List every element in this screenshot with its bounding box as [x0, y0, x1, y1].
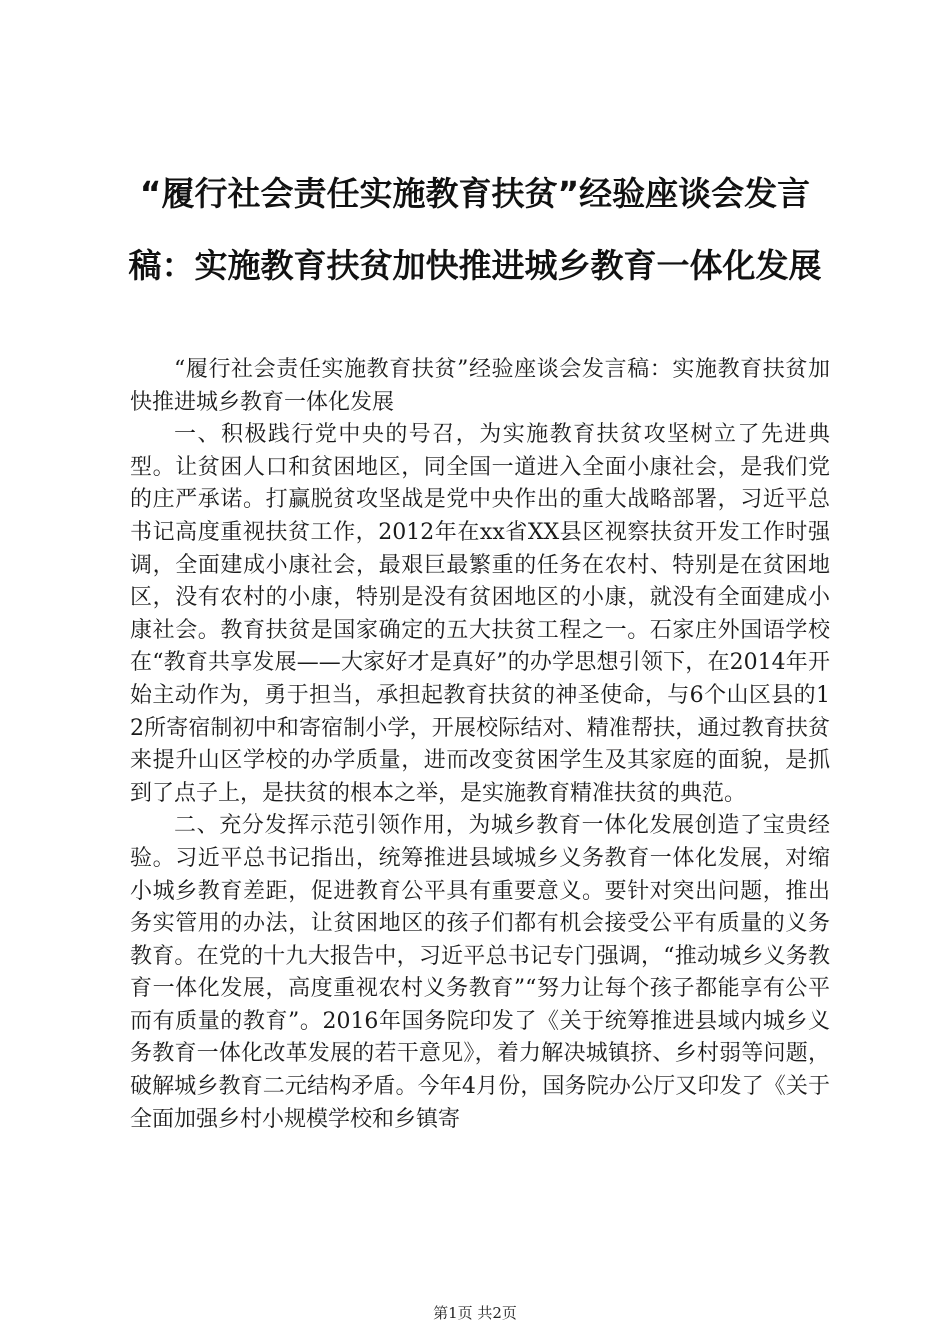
section-one-paragraph: 一、积极践行党中央的号召，为实施教育扶贫攻坚树立了先进典型。让贫困人口和贫困地区，同全国一道进入全面小康社会，是我们党的庄严承诺。打赢脱贫攻坚战是党中央作出的重大战略部署，习近平总书记高度重视扶贫工作，2012年在xx省XX县区视察扶贫开发工作时强调，全面建成小康社会，最艰巨最繁重的任务在农村、特别是在贫困地区，没有农村的小康，特别是没有贫困地区的小康，就没有全面建成小康社会。教育扶贫是国家确定的五大扶贫工程之一。石家庄外国语学校在“教育共享发展——大家好才是真好”的办学思想引领下，在2014年开始主动作为，勇于担当，承担起教育扶贫的神圣使命，与6个山区县的12所寄宿制初中和寄宿制小学，开展校际结对、精准帮扶，通过教育扶贫来提升山区学校的办学质量，进而改变贫困学生及其家庭的面貌，是抓到了点子上，是扶贫的根本之举，是实施教育精准扶贫的典范。	[130, 422, 830, 806]
document-body	[130, 354, 830, 1136]
intro-paragraph: “履行社会责任实施教育扶贫”经验座谈会发言稿：实施教育扶贫加快推进城乡教育一体化发展	[130, 357, 830, 415]
document-title: “履行社会责任实施教育扶贫”经验座谈会发言稿：实施教育扶贫加快推进城乡教育一体化发展	[128, 174, 822, 285]
section-two-paragraph: 二、充分发挥示范引领作用，为城乡教育一体化发展创造了宝贵经验。习近平总书记指出，统筹推进县域城乡义务教育一体化发展，对缩小城乡教育差距，促进教育公平具有重要意义。要针对突出问题，推出务实管用的办法，让贫困地区的孩子们都有机会接受公平有质量的义务教育。在党的十九大报告中，习近平总书记专门强调，“推动城乡义务教育一体化发展，高度重视农村义务教育”“努力让每个孩子都能享有公平而有质量的教育”。2016年国务院印发了《关于统筹推进县域内城乡义务教育一体化改革发展的若干意见》，着力解决城镇挤、乡村弱等问题，破解城乡教育二元结构矛盾。今年4月份，国务院办公厅又印发了《关于全面加强乡村小规模学校和乡镇寄	[130, 813, 830, 1132]
page-number-footer: 第1页 共2页	[433, 1304, 517, 1322]
